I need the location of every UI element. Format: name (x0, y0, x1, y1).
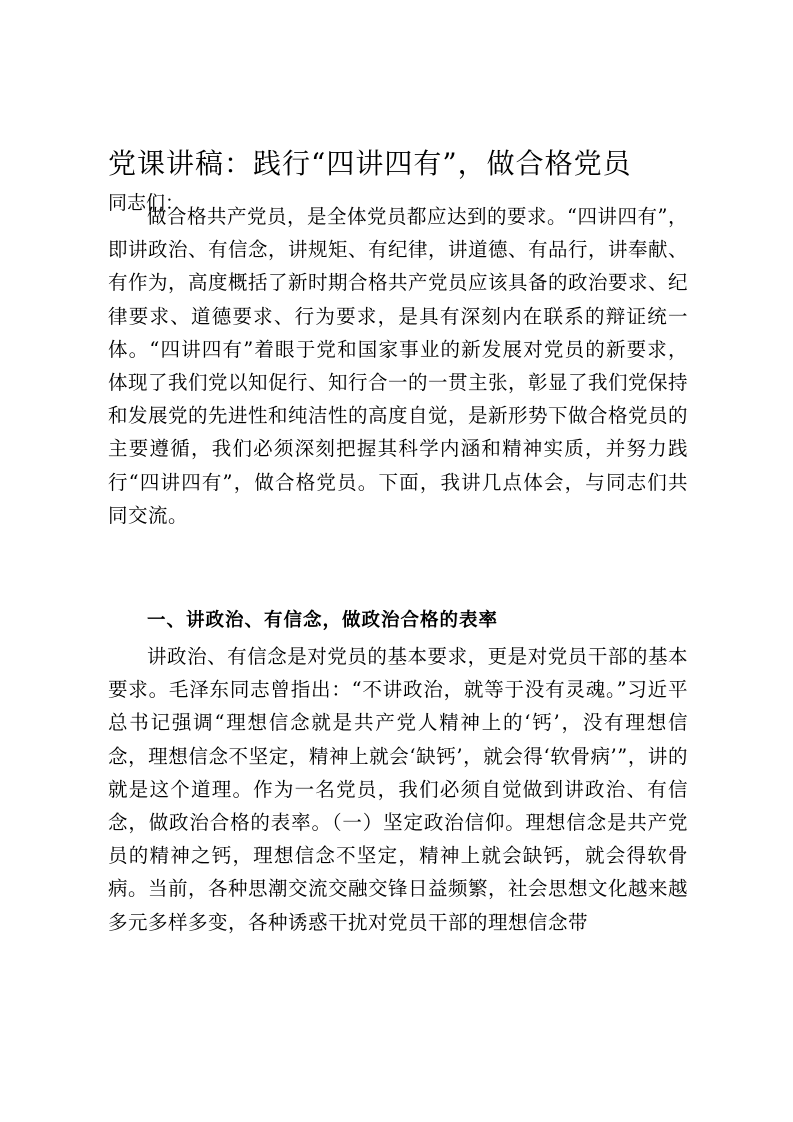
intro-paragraph: 做合格共产党员，是全体党员都应达到的要求。“四讲四有”，即讲政治、有信念，讲规矩、有纪律，讲道德、有品行，讲奉献、有作为，高度概括了新时期合格共产党员应该具备的政治要求、纪律要求、道德要求、行为要求，是具有深刻内在联系的辩证统一体。“四讲四有”着眼于党和国家事业的新发展对党员的新要求，体现了我们党以知促行、知行合一的一贯主张，彰显了我们党保持和发展党的先进性和纯洁性的高度自觉，是新形势下做合格党员的主要遵循，我们必须深刻把握其科学内涵和精神实质，并努力践行“四讲四有”，做合格党员。下面，我讲几点体会，与同志们共同交流。 (108, 205, 689, 527)
greeting: 同志们： (108, 192, 185, 214)
section-heading: 一、讲政治、有信念，做政治合格的表率 (147, 610, 499, 631)
document-title: 党课讲稿：践行“四讲四有”，做合格党员 (108, 147, 632, 180)
section-paragraph: 讲政治、有信念是对党员的基本要求，更是对党员干部的基本要求。毛泽东同志曾指出：“不讲政治，就等于没有灵魂。”习近平总书记强调“理想信念就是共产党人精神上的‘钙’，没有理想信念，理想信念不坚定，精神上就会‘缺钙’，就会得‘软骨病’”，讲的就是这个道理。作为一名党员，我们必须自觉做到讲政治、有信念，做政治合格的表率。（一）坚定政治信仰。理想信念是共产党员的精神之钙，理想信念不坚定，精神上就会缺钙，就会得软骨病。当前，各种思潮交流交融交锋日益频繁，社会思想文化越来越多元多样多变，各种诱惑干扰对党员干部的理想信念带 (108, 645, 689, 934)
